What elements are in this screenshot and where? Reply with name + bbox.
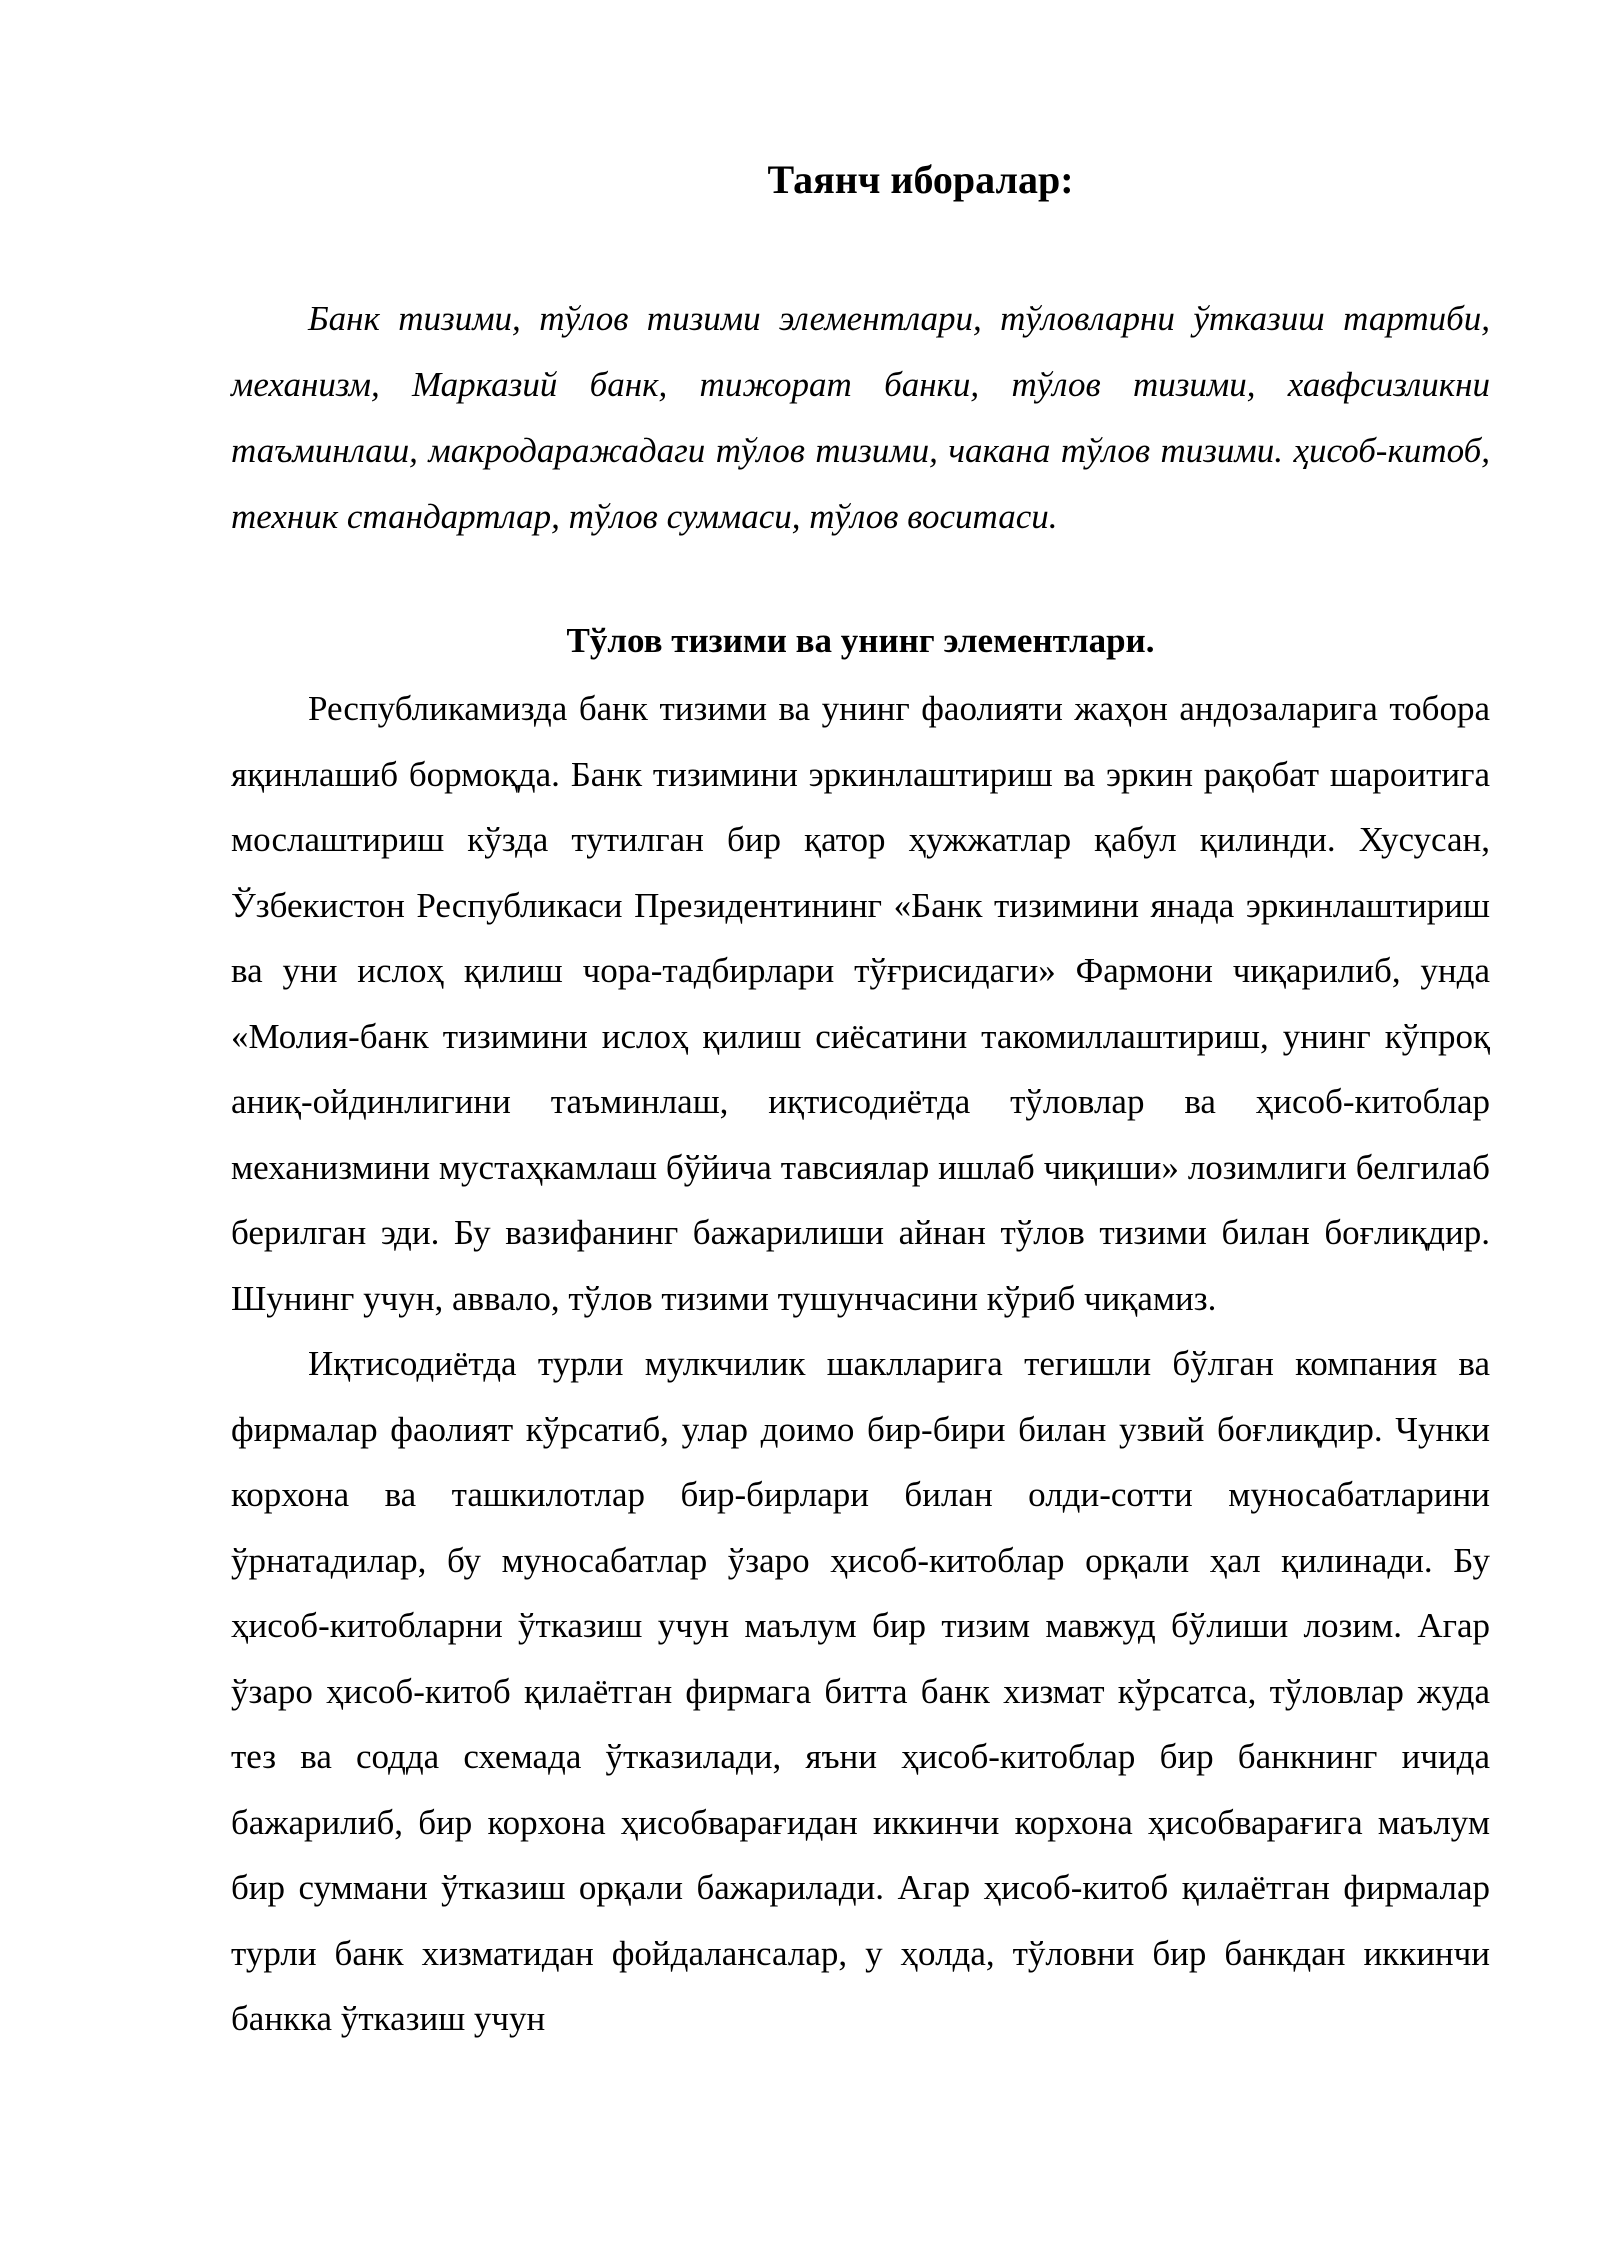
body-text <box>231 676 1490 2052</box>
body-paragraph: Республикамизда банк тизими ва унинг фаолияти жаҳон андозаларига тобора яқинлашиб бормоқда. Банк тизимини эркинлаштириш ва эркин рақобат шароитига мослаштириш кўзда тутилган бир қатор ҳужжатлар қабул қилинди. Хусусан, Ўзбекистон Республикаси Президентининг «Банк тизимини янада эркинлаштириш ва уни ислоҳ қилиш чора-тадбирлари тўғрисидаги» Фармони чиқарилиб, унда «Молия-банк тизимини ислоҳ қилиш сиёсатини такомиллаштириш, унинг кўпроқ аниқ-ойдинлигини таъминлаш, иқтисодиётда тўловлар ва ҳисоб-китоблар механизмини мустаҳкамлаш бўйича тавсиялар ишлаб чиқиши» лозимлиги белгилаб берилган эди. Бу вазифанинг бажарилиши айнан тўлов тизими билан боғлиқдир. Шунинг учун, аввало, тўлов тизими тушунчасини кўриб чиқамиз. <box>231 689 1490 1318</box>
body-paragraph: Иқтисодиётда турли мулкчилик шаклларига тегишли бўлган компания ва фирмалар фаолият кўрсатиб, улар доимо бир-бири билан узвий боғлиқдир. Чунки корхона ва ташкилотлар бир-бирлари билан олди-сотти муносабатларини ўрнатадилар, бу муносабатлар ўзаро ҳисоб-китоблар орқали ҳал қилинади. Бу ҳисоб-китобларни ўтказиш учун маълум бир тизим мавжуд бўлиши лозим. Агар ўзаро ҳисоб-китоб қилаётган фирмага битта банк хизмат кўрсатса, тўловлар жуда тез ва содда схемада ўтказилади, яъни ҳисоб-китоблар бир банкнинг ичида бажарилиб, бир корхона ҳисобварағидан иккинчи корхона ҳисобварағига маълум бир суммани ўтказиш орқали бажарилади. Агар ҳисоб-китоб қилаётган фирмалар турли банк хизматидан фойдалансалар, у ҳолда, тўловни бир банкдан иккинчи банкка ўтказиш учун <box>231 1344 1490 2038</box>
section-heading: Тўлов тизими ва унинг элементлари. <box>566 621 1155 660</box>
keywords-paragraph: Банк тизими, тўлов тизими элементлари, тўловларни ўтказиш тартиби, механизм, Марказий банк, тижорат банки, тўлов тизими, хавфсизликни таъминлаш, макродаражадаги тўлов тизими, чакана тўлов тизими. ҳисоб-китоб, техник стандартлар, тўлов суммаси, тўлов воситаси. <box>231 299 1490 536</box>
document-title: Таянч иборалар: <box>767 157 1074 202</box>
